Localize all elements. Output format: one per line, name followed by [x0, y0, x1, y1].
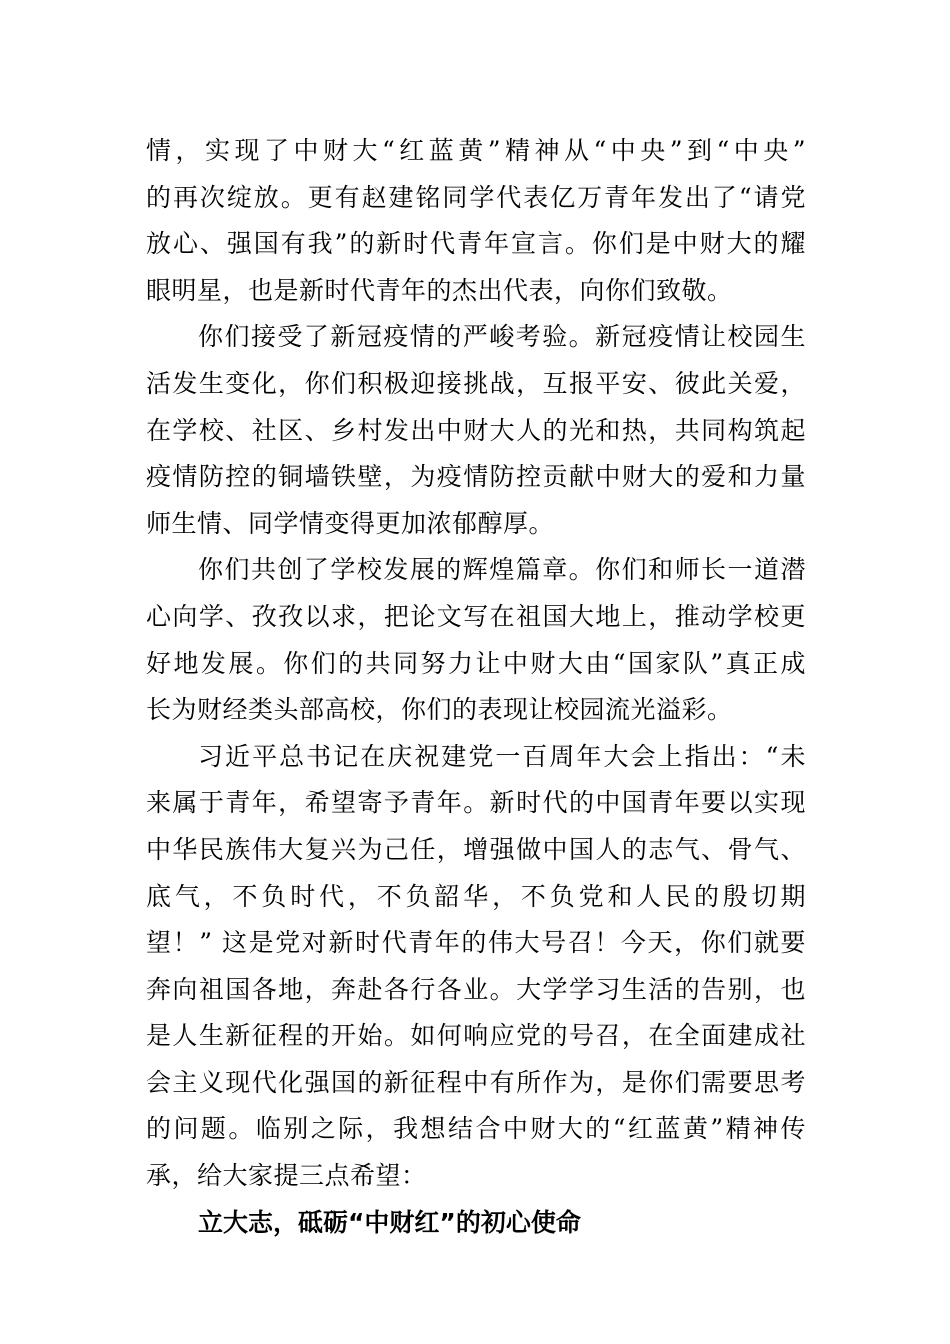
text-line: 好地发展。你们的共同努力让中财大由“国家队”真正成	[146, 648, 806, 678]
text-line: 师生情、同学情变得更加浓郁醇厚。	[146, 508, 555, 538]
text-line: 的问题。临别之际，我想结合中财大的“红蓝黄”精神传	[146, 1114, 806, 1144]
text-line: 活发生变化，你们积极迎接挑战，互报平安、彼此关爱，	[146, 368, 806, 398]
text-line: 来属于青年，希望寄予青年。新时代的中国青年要以实现	[146, 788, 806, 818]
text-line: 情，实现了中财大“红蓝黄”精神从“中央”到“中央”	[146, 136, 806, 165]
text-line: 底气，不负时代，不负韶华，不负党和人民的殷切期	[146, 881, 806, 911]
text-line: 望！” 这是党对新时代青年的伟大号召！今天，你们就要	[146, 928, 806, 958]
text-line: 中华民族伟大复兴为己任，增强做中国人的志气、骨气、	[146, 834, 806, 864]
text-line: 会主义现代化强国的新征程中有所作为，是你们需要思考	[146, 1067, 806, 1097]
text-line: 的再次绽放。更有赵建铭同学代表亿万青年发出了“请党	[146, 182, 806, 212]
text-line: 心向学、孜孜以求，把论文写在祖国大地上，推动学校更	[146, 601, 806, 631]
body-text	[146, 128, 806, 1246]
text-line: 长为财经类头部高校，你们的表现让校园流光溢彩。	[146, 695, 733, 725]
text-line: 眼明星，也是新时代青年的杰出代表，向你们致敬。	[146, 275, 733, 305]
paragraph-start-line: 你们接受了新冠疫情的严峻考验。新冠疫情让校园生	[198, 322, 806, 352]
text-line: 放心、强国有我”的新时代青年宣言。你们是中财大的耀	[146, 229, 806, 259]
paragraph-start-line: 习近平总书记在庆祝建党一百周年大会上指出：“未	[198, 741, 806, 771]
text-line: 是人生新征程的开始。如何响应党的号召，在全面建成社	[146, 1021, 806, 1051]
paragraph-start-line: 你们共创了学校发展的辉煌篇章。你们和师长一道潜	[198, 555, 806, 585]
text-line: 在学校、社区、乡村发出中财大人的光和热，共同构筑起	[146, 415, 806, 445]
text-line: 疫情防控的铜墙铁壁，为疫情防控贡献中财大的爱和力量	[146, 462, 806, 492]
text-line: 奔向祖国各地，奔赴各行各业。大学学习生活的告别，也	[146, 974, 806, 1004]
section-heading: 立大志，砥砺“中财红”的初心使命	[198, 1207, 581, 1237]
text-line: 承，给大家提三点希望：	[146, 1161, 427, 1191]
